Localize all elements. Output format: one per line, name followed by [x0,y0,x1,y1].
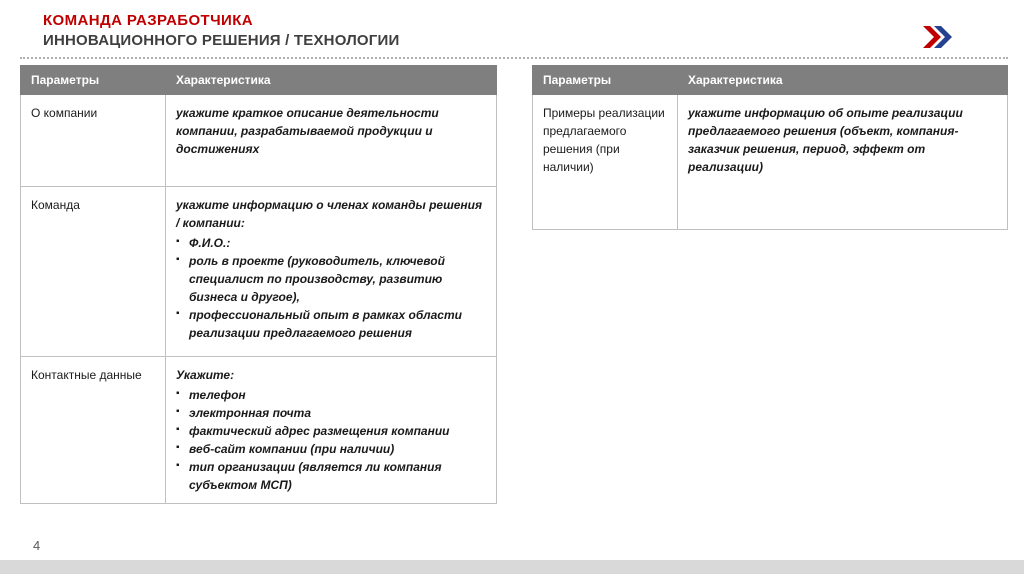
title-line-2: ИННОВАЦИОННОГО РЕШЕНИЯ / ТЕХНОЛОГИИ [43,32,400,50]
bullet-item: ▪ электронная почта [176,404,486,422]
bullet-item: ▪ профессиональный опыт в рамках области реализации предлагаемого решения [176,306,486,342]
table-row [21,357,497,504]
param-cell: Примеры реализации предлагаемого решения (при наличии) [533,95,678,230]
param-cell: О компании [21,95,166,187]
bullet-list [176,234,486,342]
title-line-1: КОМАНДА РАЗРАБОТЧИКА [43,12,254,29]
column-header-params: Параметры [21,66,166,95]
examples-table [532,65,1008,230]
param-cell: Команда [21,187,166,357]
bullet-item: ▪ тип организации (является ли компания субъектом МСП) [176,458,486,494]
characteristic-text: Укажите: [176,368,235,382]
column-header-characteristic: Характеристика [678,66,1008,95]
characteristic-text: укажите информацию о членах команды решения / компании: [176,198,483,230]
bullet-item: ▪ роль в проекте (руководитель, ключевой специалист по производству, развитию бизнеса и другое), [176,252,486,306]
characteristic-cell [166,357,497,504]
bullet-item: ▪ телефон [176,386,486,404]
characteristic-text: укажите информацию об опыте реализации предлагаемого решения (объект, компания-заказчик решения, период, эффект от реализации) [688,106,963,174]
column-header-params: Параметры [533,66,678,95]
column-header-characteristic: Характеристика [166,66,497,95]
bullet-list [176,386,486,494]
param-cell: Контактные данные [21,357,166,504]
characteristic-text: укажите краткое описание деятельности компании, разрабатываемой продукции и достижениях [176,106,439,156]
title-divider [20,57,1008,59]
footer-bar [0,560,1024,574]
page-number: 4 [33,538,41,553]
table-row [21,95,497,187]
characteristic-cell [166,187,497,357]
table-header-row [533,66,1008,95]
table-header-row [21,66,497,95]
bullet-item: ▪ фактический адрес размещения компании [176,422,486,440]
characteristic-cell [166,95,497,187]
double-chevron-right-icon [922,26,952,48]
bullet-item: ▪ Ф.И.О.: [176,234,486,252]
table-row [533,95,1008,230]
bullet-item: ▪ веб-сайт компании (при наличии) [176,440,486,458]
table-row [21,187,497,357]
team-table [20,65,497,504]
page-title [43,11,399,52]
characteristic-cell [678,95,1008,230]
